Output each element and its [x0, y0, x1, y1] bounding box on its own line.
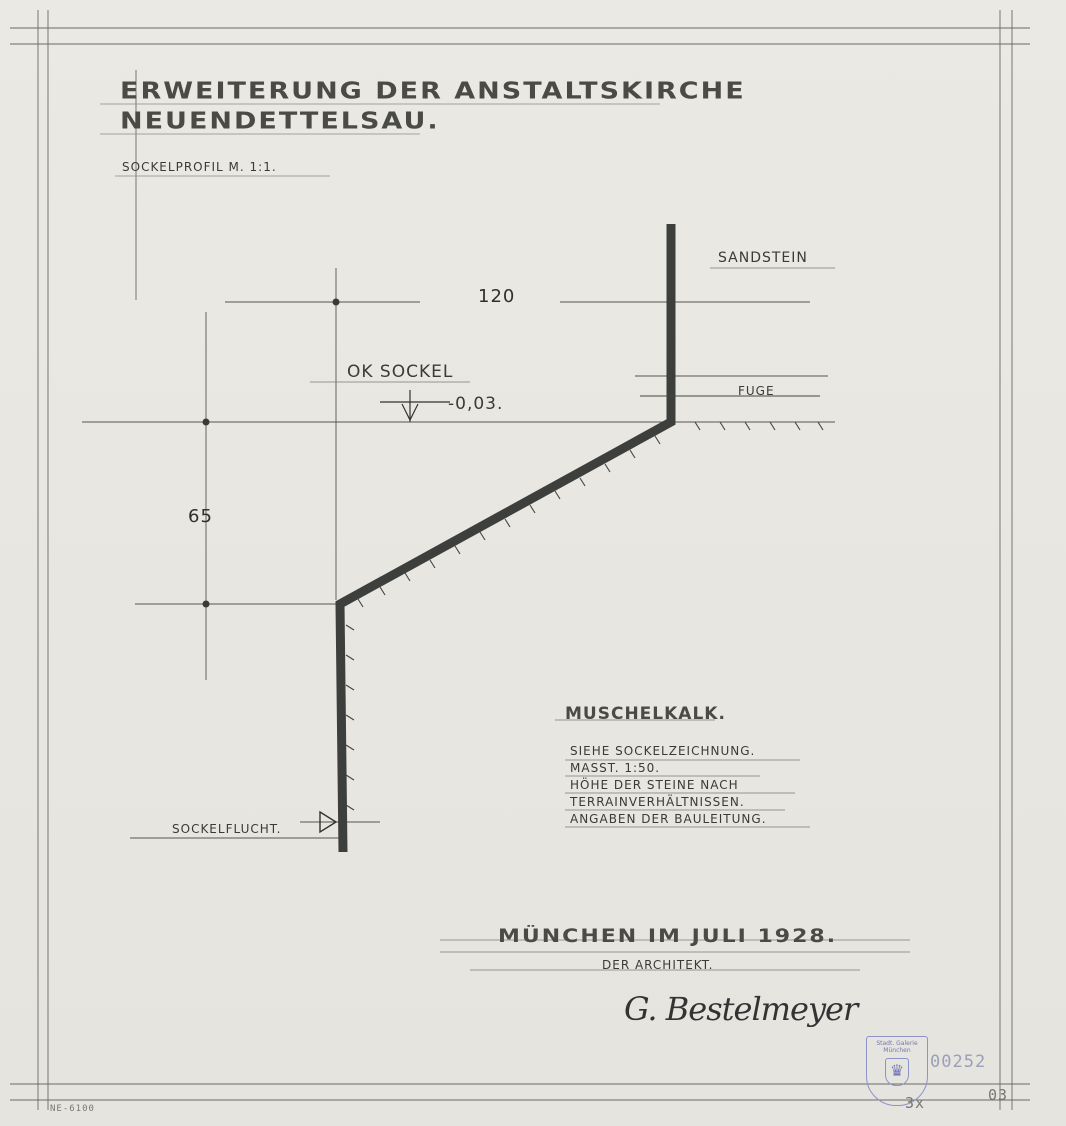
note-line-1: SIEHE SOCKELZEICHNUNG. [570, 744, 756, 758]
note-line-3: HÖHE DER STEINE NACH [570, 778, 739, 792]
munich-child-emblem-icon: ♛ [885, 1058, 909, 1086]
material-label-shell-limestone: MUSCHELKALK. [565, 704, 726, 724]
sheet-number: 03 [988, 1086, 1009, 1104]
material-label-sandstone: SANDSTEIN [718, 250, 808, 266]
note-line-4: TERRAINVERHÄLTNISSEN. [570, 795, 745, 809]
inventory-number: 00252 [930, 1052, 987, 1072]
architect-signature: G. Bestelmeyer [624, 990, 858, 1028]
dimension-dots [203, 299, 674, 608]
drawing-subtitle: SOCKELPROFIL M. 1:1. [122, 160, 277, 174]
architect-role: DER ARCHITEKT. [602, 958, 714, 972]
title-line-2: NEUENDETTELSAU. [120, 108, 440, 135]
note-line-5: ANGABEN DER BAULEITUNG. [570, 812, 767, 826]
level-value: -0,03. [448, 394, 504, 414]
joint-label: FUGE [738, 384, 775, 398]
plinth-line-label: SOCKELFLUCHT. [172, 822, 282, 836]
dimension-horizontal: 120 [478, 286, 516, 307]
copy-count: 3x [905, 1094, 926, 1112]
archive-mark: NE-6100 [50, 1104, 95, 1114]
level-marker [380, 390, 450, 422]
stamp-text: Stadt. Galerie München [876, 1040, 918, 1054]
title-line-1: ERWEITERUNG DER ANSTALTSKIRCHE [120, 78, 746, 105]
dimension-vertical: 65 [188, 506, 213, 527]
note-line-2: MASST. 1:50. [570, 761, 661, 775]
place-date: MÜNCHEN IM JULI 1928. [498, 926, 838, 948]
level-label: OK SOCKEL [347, 362, 454, 382]
